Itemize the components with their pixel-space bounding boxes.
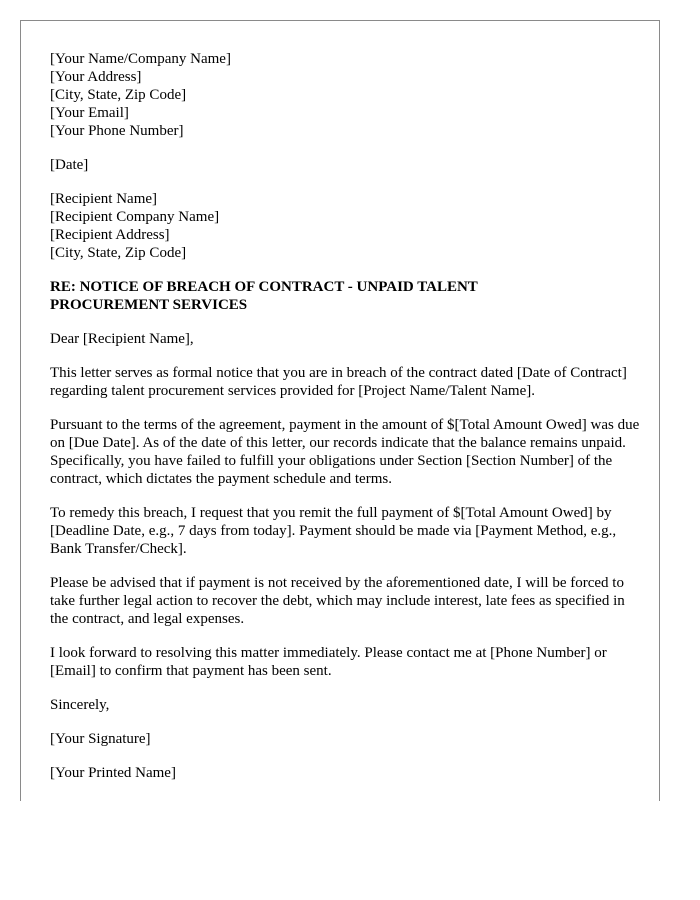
salutation: Dear [Recipient Name], — [50, 331, 194, 347]
signature-placeholder: [Your Signature] — [50, 731, 151, 747]
paragraph-payment-due: Pursuant to the terms of the agreement, payment in the amount of $[Total Amount Owed] was due on [Due Date]. As of the date of this letter, our records indicate that the balance remains unpaid. Specifically, you have failed to fulfill your obligations under Section [Section Number] of the contract, which dictates the payment schedule and terms. — [50, 417, 640, 487]
recipient-address: [Recipient Address] — [50, 227, 170, 243]
recipient-city-state-zip: [City, State, Zip Code] — [50, 245, 187, 261]
sender-block — [50, 50, 640, 140]
letter-date: [Date] — [50, 157, 89, 173]
paragraph-remedy: To remedy this breach, I request that you remit the full payment of $[Total Amount Owed] by [Deadline Date, e.g., 7 days from today]. Payment should be made via [Payment Method, e.g., Bank Transfer/Check]. — [50, 505, 617, 557]
paragraph-legal-action: Please be advised that if payment is not received by the aforementioned date, I will be forced to take further legal action to recover the debt, which may include interest, late fees as specified in the contract, and legal expenses. — [50, 575, 625, 627]
paragraph-notice: This letter serves as formal notice that you are in breach of the contract dated [Date of Contract] regarding talent procurement services provided for [Project Name/Talent Name]. — [50, 365, 627, 399]
closing: Sincerely, — [50, 697, 110, 713]
sender-email: [Your Email] — [50, 105, 129, 121]
letter-page — [20, 20, 660, 801]
letter-body — [50, 50, 640, 798]
printed-name-placeholder: [Your Printed Name] — [50, 765, 176, 781]
sender-address: [Your Address] — [50, 69, 142, 85]
date-line — [50, 156, 640, 174]
subject-line: RE: NOTICE OF BREACH OF CONTRACT - UNPAID TALENT PROCUREMENT SERVICES — [50, 279, 478, 313]
sender-city-state-zip: [City, State, Zip Code] — [50, 87, 187, 103]
recipient-name: [Recipient Name] — [50, 191, 158, 207]
paragraph-contact: I look forward to resolving this matter immediately. Please contact me at [Phone Number] or [Email] to confirm that payment has been sent. — [50, 645, 607, 679]
recipient-block — [50, 190, 640, 262]
sender-phone: [Your Phone Number] — [50, 123, 184, 139]
recipient-company: [Recipient Company Name] — [50, 209, 220, 225]
sender-name: [Your Name/Company Name] — [50, 51, 231, 67]
